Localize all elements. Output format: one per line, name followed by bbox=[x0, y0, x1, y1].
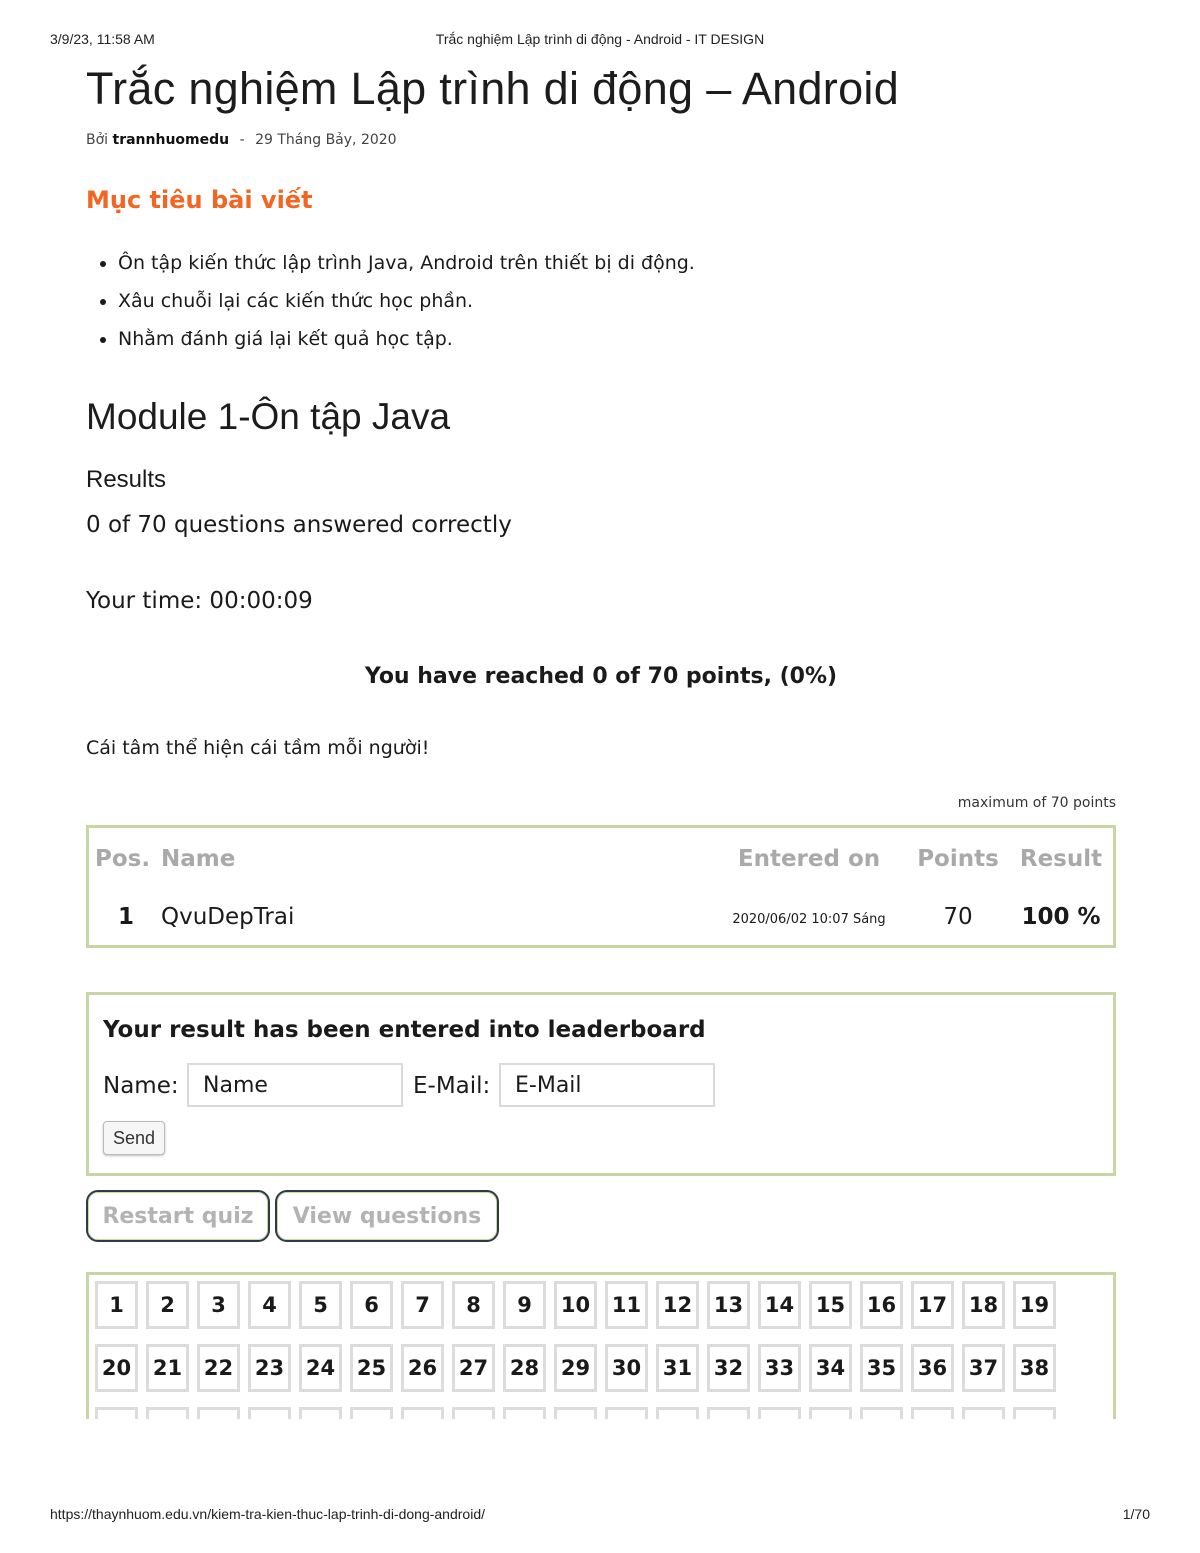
goal-item: • Ôn tập kiến thức lập trình Java, Android trên thiết bị di động. bbox=[118, 244, 1116, 282]
row-pos: 1 bbox=[117, 904, 134, 930]
max-points: maximum of 70 points bbox=[957, 795, 1116, 811]
question-grid bbox=[95, 1281, 1105, 1419]
question-number-button[interactable]: 1 bbox=[95, 1281, 138, 1329]
entry-title: Your result has been entered into leaderboard bbox=[103, 1017, 706, 1043]
row-result: 100 % bbox=[1021, 904, 1101, 930]
question-number-button[interactable]: 13 bbox=[707, 1281, 750, 1329]
question-number-button-cut[interactable] bbox=[911, 1407, 954, 1419]
question-number-button-cut[interactable] bbox=[95, 1407, 138, 1419]
question-number-button[interactable]: 7 bbox=[401, 1281, 444, 1329]
question-number-button[interactable]: 19 bbox=[1013, 1281, 1056, 1329]
view-questions-button[interactable]: View questions bbox=[275, 1190, 499, 1242]
question-number-button-cut[interactable] bbox=[401, 1407, 444, 1419]
question-number-button[interactable]: 35 bbox=[860, 1344, 903, 1392]
question-number-button[interactable]: 22 bbox=[197, 1344, 240, 1392]
question-number-button-cut[interactable] bbox=[503, 1407, 546, 1419]
your-time: Your time: 00:00:09 bbox=[86, 588, 313, 614]
question-number-button[interactable]: 34 bbox=[809, 1344, 852, 1392]
question-number-button-cut[interactable] bbox=[758, 1407, 801, 1419]
points-reached: You have reached 0 of 70 points, (0%) bbox=[364, 664, 838, 689]
page-title: Trắc nghiệm Lập trình di động – Android bbox=[86, 63, 900, 114]
name-label: Name: bbox=[103, 1073, 179, 1099]
question-list bbox=[86, 1272, 1116, 1419]
post-meta bbox=[86, 132, 1116, 148]
question-number-button-cut[interactable] bbox=[452, 1407, 495, 1419]
question-number-button[interactable]: 29 bbox=[554, 1344, 597, 1392]
post-date: 29 Tháng Bảy, 2020 bbox=[255, 132, 397, 148]
name-input[interactable] bbox=[187, 1063, 403, 1107]
question-number-button[interactable]: 23 bbox=[248, 1344, 291, 1392]
question-number-button[interactable]: 25 bbox=[350, 1344, 393, 1392]
question-number-button-cut[interactable] bbox=[656, 1407, 699, 1419]
leaderboard-table bbox=[86, 825, 1116, 948]
results-title: Results bbox=[86, 466, 167, 493]
col-name: Name bbox=[161, 846, 236, 872]
question-number-button[interactable]: 28 bbox=[503, 1344, 546, 1392]
row-name: QvuDepTrai bbox=[161, 904, 295, 930]
print-url: https://thaynhuom.edu.vn/kiem-tra-kien-thuc-lap-trinh-di-dong-android/ bbox=[50, 1506, 485, 1522]
question-number-button-cut[interactable] bbox=[605, 1407, 648, 1419]
question-number-button[interactable]: 31 bbox=[656, 1344, 699, 1392]
question-number-button[interactable]: 14 bbox=[758, 1281, 801, 1329]
article bbox=[86, 60, 1116, 1419]
question-number-button[interactable]: 30 bbox=[605, 1344, 648, 1392]
question-number-button-cut[interactable] bbox=[299, 1407, 342, 1419]
question-number-button[interactable]: 27 bbox=[452, 1344, 495, 1392]
row-entered-on: 2020/06/02 10:07 Sáng bbox=[732, 912, 886, 927]
col-result: Result bbox=[1019, 846, 1103, 872]
question-number-button-cut[interactable] bbox=[197, 1407, 240, 1419]
question-number-button[interactable]: 3 bbox=[197, 1281, 240, 1329]
module-title: Module 1-Ôn tập Java bbox=[86, 396, 451, 437]
goals-list bbox=[86, 244, 1116, 358]
goal-item: • Nhằm đánh giá lại kết quả học tập. bbox=[118, 320, 1116, 358]
question-number-button[interactable]: 17 bbox=[911, 1281, 954, 1329]
print-footer bbox=[50, 1506, 1150, 1524]
question-number-button[interactable]: 2 bbox=[146, 1281, 189, 1329]
send-button[interactable]: Send bbox=[103, 1121, 165, 1155]
question-number-button[interactable]: 38 bbox=[1013, 1344, 1056, 1392]
question-number-button[interactable]: 12 bbox=[656, 1281, 699, 1329]
question-number-button[interactable]: 24 bbox=[299, 1344, 342, 1392]
email-input[interactable] bbox=[499, 1063, 715, 1107]
question-number-button[interactable]: 11 bbox=[605, 1281, 648, 1329]
question-number-button[interactable]: 4 bbox=[248, 1281, 291, 1329]
entry-fields bbox=[103, 1063, 803, 1113]
question-number-button[interactable]: 37 bbox=[962, 1344, 1005, 1392]
print-header bbox=[50, 31, 1150, 49]
question-number-button[interactable]: 18 bbox=[962, 1281, 1005, 1329]
question-number-button-cut[interactable] bbox=[809, 1407, 852, 1419]
print-page-number: 1/70 bbox=[1122, 1506, 1150, 1522]
question-number-button[interactable]: 15 bbox=[809, 1281, 852, 1329]
question-number-button-cut[interactable] bbox=[248, 1407, 291, 1419]
question-number-button[interactable]: 8 bbox=[452, 1281, 495, 1329]
question-number-button-cut[interactable] bbox=[554, 1407, 597, 1419]
by-label: Bởi bbox=[86, 132, 109, 148]
question-number-button[interactable]: 10 bbox=[554, 1281, 597, 1329]
question-number-button[interactable]: 5 bbox=[299, 1281, 342, 1329]
col-points: Points bbox=[917, 846, 999, 872]
question-number-button[interactable]: 6 bbox=[350, 1281, 393, 1329]
question-number-button-cut[interactable] bbox=[350, 1407, 393, 1419]
result-message: Cái tâm thể hiện cái tầm mỗi người! bbox=[86, 737, 430, 759]
meta-separator: - bbox=[239, 132, 245, 148]
quiz-actions bbox=[86, 1190, 1116, 1246]
answered-count: 0 of 70 questions answered correctly bbox=[86, 512, 512, 538]
leaderboard-header bbox=[89, 846, 1113, 876]
leaderboard-entry-form bbox=[86, 992, 1116, 1176]
print-doc-title: Trắc nghiệm Lập trình di động - Android - IT DESIGN bbox=[435, 31, 765, 47]
question-number-button[interactable]: 16 bbox=[860, 1281, 903, 1329]
question-number-button[interactable]: 33 bbox=[758, 1344, 801, 1392]
col-pos: Pos. bbox=[95, 846, 151, 872]
table-row bbox=[89, 904, 1113, 934]
author-link[interactable]: trannhuomedu bbox=[112, 132, 230, 148]
question-number-button-cut[interactable] bbox=[962, 1407, 1005, 1419]
question-number-button-cut[interactable] bbox=[707, 1407, 750, 1419]
question-number-button[interactable]: 9 bbox=[503, 1281, 546, 1329]
question-number-button-cut[interactable] bbox=[1013, 1407, 1056, 1419]
row-points: 70 bbox=[943, 904, 973, 930]
question-number-button[interactable]: 36 bbox=[911, 1344, 954, 1392]
print-datetime: 3/9/23, 11:58 AM bbox=[50, 31, 155, 47]
email-label: E-Mail: bbox=[413, 1073, 491, 1099]
question-number-button[interactable]: 32 bbox=[707, 1344, 750, 1392]
question-number-button-cut[interactable] bbox=[146, 1407, 189, 1419]
question-number-button[interactable]: 21 bbox=[146, 1344, 189, 1392]
goals-heading: Mục tiêu bài viết bbox=[86, 186, 313, 214]
goal-item: • Xâu chuỗi lại các kiến thức học phần. bbox=[118, 282, 1116, 320]
question-number-button[interactable]: 20 bbox=[95, 1344, 138, 1392]
restart-quiz-button[interactable]: Restart quiz bbox=[86, 1190, 270, 1242]
col-entered-on: Entered on bbox=[737, 846, 881, 872]
question-number-button-cut[interactable] bbox=[860, 1407, 903, 1419]
question-number-button[interactable]: 26 bbox=[401, 1344, 444, 1392]
